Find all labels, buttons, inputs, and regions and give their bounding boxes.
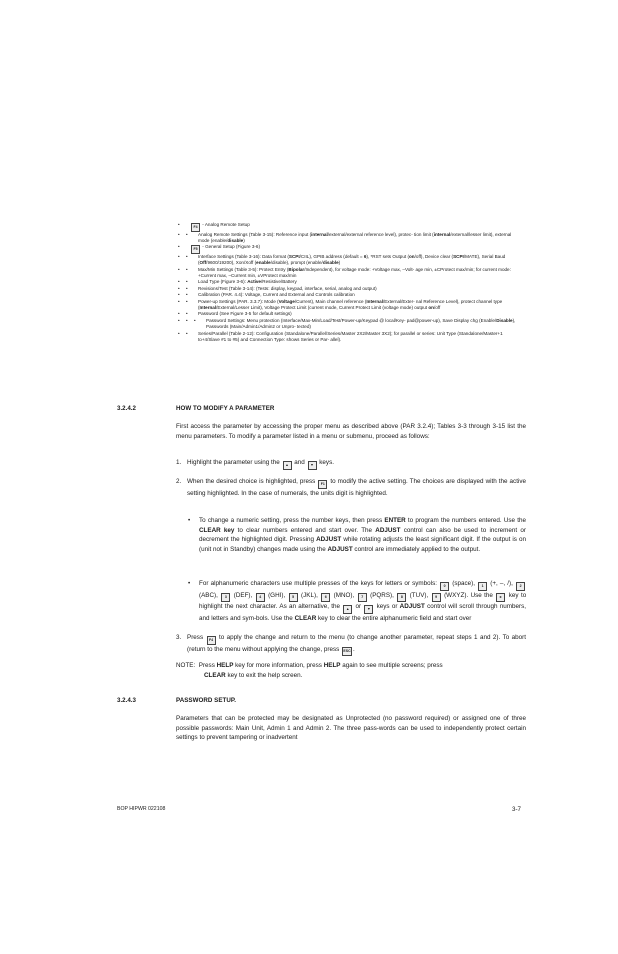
section-number: 3.2.4.2 [117, 405, 136, 412]
down-arrow-key-icon: ▼ [308, 461, 317, 470]
f1-key-icon: F1 [318, 480, 327, 489]
section-title: PASSWORD SETUP. [176, 697, 236, 704]
key-8-icon: 8 [397, 593, 406, 602]
key-6-icon: 6 [321, 593, 330, 602]
password-paragraph: Parameters that can be protected may be designated as Unprotected (no password required) or assigned one of three possible passwords: Main Unit, Admin 1 and Admin 2. The three pass-words can be used to independently protect certain settings to prevent tampering or inadvertent [176, 715, 526, 742]
page-number: 3-7 [512, 806, 521, 813]
down-arrow-key-icon: ▼ [364, 605, 373, 614]
key-0-icon: 0 [440, 582, 449, 591]
right-arrow-key-icon: ► [496, 593, 505, 602]
escape-key-icon: ESC [342, 647, 352, 656]
section-number: 3.2.4.3 [117, 697, 136, 704]
f5-key-icon: F5 [191, 245, 200, 254]
key-5-icon: 5 [289, 593, 298, 602]
up-arrow-key-icon: ▲ [343, 605, 352, 614]
key-1-icon: 1 [478, 582, 487, 591]
list-item: • • Series/Parallel (Table 2-12): Configuration (Standalone/Parallel/Series/Master 2X2/Master 3X2); for parallel or series: Unit Type (Standalone/Master+1 to+4/Slave #1 to #5) and Connection Type: shows Series or Par- allel). [178, 330, 503, 343]
key-4-icon: 4 [256, 593, 265, 602]
list-item: • F5 - General Setup (Figure 3-6) [176, 244, 524, 254]
f4-key-icon: F4 [191, 223, 200, 232]
list-item: • • Analog Remote Settings (Table 3-15): Reference input (internal/external/external reference level), protec- tion limit (internal/external/lesser limit), external mode (enable/disable) [178, 231, 512, 243]
up-arrow-key-icon: ▲ [283, 461, 292, 470]
list-item: • • Max/Min Settings (Table 3-5): Protect Entry (Bipolar/Independent), for voltage mode: +Voltage max, –Volt- age min, ±CProtect max/min; for current mode: +Current max, –Current min, ±VProtect max/min [178, 266, 511, 279]
alphanumeric-bullet: • For alphanumeric characters use multiple presses of the keys for letters or symbols: 0 (space), 1 (+, –, /), 2 (ABC), 3 (DEF), 4 (GHI), 5 (JKL), 6 (MNO), 7 (PQRS), 8 (TUV), 9 (WXYZ). Use the ► key to highlight the next character. As an alternative, the ▲ or ▼ keys or ADJUST control will scroll through numbers, and letters and sym-bols. Use the CLEAR key to clear the entire alphanumeric field and start over [188, 580, 527, 622]
key-9-icon: 9 [432, 593, 441, 602]
list-item: • • Power-up Settings (PAR. 3.3.7): Mode (Voltage/Current), Main channel reference (Internal/External/Exter- nal Reference Level), protect channel type (Internal/External/Lesser Limit), Voltage Protect Limit (current mode, Current Protect Limit (voltage mode) output on/off [178, 298, 503, 311]
list-item: • F4 - Analog Remote Setup [176, 222, 524, 232]
list-item: • • Calibration (PAR. 4.4): Voltage, Current and External and Controls calibration [178, 292, 355, 298]
list-item: • • Load Type (Figure 3-6): Active/Resistive/Battery [178, 279, 297, 285]
footer-doc-id: BOP HIPWR 022108 [117, 806, 166, 812]
section-title: HOW TO MODIFY A PARAMETER [176, 405, 275, 412]
menu-structure-list [176, 222, 524, 344]
key-2-icon: 2 [516, 582, 525, 591]
help-note: NOTE: Press HELP key for more information, press HELP again to see multiple screens; press CLEAR key to exit the help screen. [176, 662, 443, 679]
list-item: • • • Password Settings: Menu protection (Interface/Max-Min/Load/Test/Power-up/Keypad @ local/Key- pad@power-up), Save Display chg (Enable/Disable), Passwords (Main/Admin1/Admin2 or Unpro- tected) [178, 317, 516, 330]
intro-paragraph: First access the parameter by accessing the proper menu as described above (PAR 3.2.4); Tables 3-3 through 3-15 list the menu parameters. To modify a parameter listed in a menu or submenu, proceed as follows: [176, 423, 526, 440]
step-2: 2. When the desired choice is highlighted, press F1 to modify the active setting. The choices are displayed with the active setting highlighted. In the case of numerals, the units digit is highlighted. [176, 478, 526, 497]
numeric-setting-bullet: • To change a numeric setting, press the number keys, then press ENTER to program the numbers entered. Use the CLEAR key to clear numbers entered and start over. The ADJUST control can also be used to increment or decrement the highlighted digit. Pressing ADJUST while rotating adjusts the least significant digit. If the output is on (unit not in Standby) changes made using the ADJUST control are immediately applied to the output. [188, 517, 526, 553]
key-3-icon: 3 [221, 593, 230, 602]
f4-key-icon: F4 [207, 636, 216, 645]
list-item: • • Interface Settings (Table 3-16): Data format (SCPI/CIIL), GPIB address (default = 6), *RST sets Output (on/off), Device clear (SCPI/MATE), Serial Baud (Off/9600/19200), Xon/Xoff (enable/disable), prompt (enable/disable) [178, 253, 506, 266]
list-item: • • Password (See Figure 3-5 for default settings) [178, 311, 292, 317]
key-7-icon: 7 [358, 593, 367, 602]
step-3: 3. Press F4 to apply the change and return to the menu (to change another parameter, repeat steps 1 and 2). To abort (return to the menu without applying the change, press ESC . [176, 633, 526, 656]
list-item: • • Revisions/Test (Table 3-14): (Tests: display, keypad, interface, serial, analog and output) [178, 285, 377, 291]
step-1: 1. Highlight the parameter using the ▲ and ▼ keys. [176, 458, 526, 470]
